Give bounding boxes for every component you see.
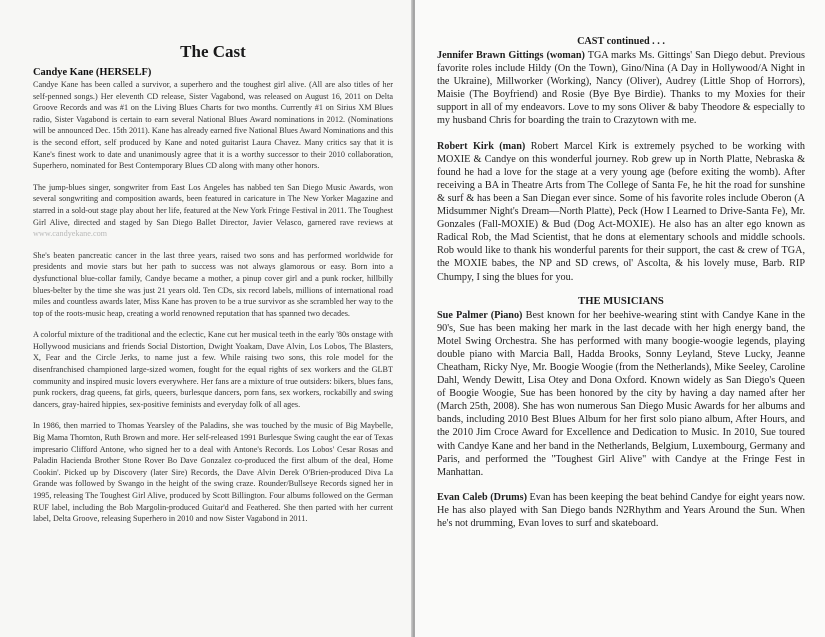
right-page bbox=[415, 0, 825, 637]
candye-kane-heading: Candye Kane (HERSELF) bbox=[33, 67, 152, 78]
musicians-section-title: THE MUSICIANS bbox=[578, 295, 664, 307]
paragraph-text: The jump-blues singer, songwriter from East Los Angeles has nabbed ten San Diego Music Awards, won several songwriting and composition awards, been featured in caricature in The New Yorker Magazine and starred in a sold-out stage play about her life, featured at the New York Fringe Festival in 2011. The Toughest Girl Alive, directed and staged by San Diego Ballet Director, Javier Velasco, garnered rave reviews at bbox=[33, 182, 393, 227]
bio-text: Robert Marcel Kirk is extremely psyched to be working with MOXIE & Candye on this wonderful journey. Rob grew up in North Platte, Nebraska & found he had a love for the stage at a very young age (before exiting the womb). After receiving a BA in Theatre Arts from The College of Santa Fe, he hit the road for sunshine & surf & has been a San Diegan ever since. Some of his favorite roles include Oberon (A Midsummer Night's Dream—North Platte), Peck (How I Learned to Drive-Santa Fe), Mr. Gonzales (Fall-MOXIE) & Bud (Dog Act-MOXIE). He also has an alter ego known as Radical Rob, the Mad Scientist, that he dons at elementary schools and middle schools. Rob would like to thank his wonderful parents for their support, the cast & crew of TGA, the MOXIE babes, the NP and SD crews, ol' Ascolta, & his lovely muse, Barb. RIP Chumpy, I sing the blues for you. bbox=[437, 140, 806, 283]
evan-caleb-bio bbox=[437, 491, 805, 530]
candye-kane-bio-paragraph bbox=[33, 66, 393, 172]
bio-text: Evan has been keeping the beat behind Candye for eight years now. He has also played with San Diego bands N2Rhythm and Years Around the Sun. When he's not drumming, Evan loves to surf and skateboard. bbox=[437, 491, 805, 529]
musician-name: Sue Palmer (Piano) bbox=[437, 309, 523, 321]
survivor-paragraph: She's beaten pancreatic cancer in the last three years, raised two sons and has performed worldwide for presidents and movie stars but her path to success was not always glamorous or easy. Born into a dysfunctional blue-collar family, Candye became a mother, a pinup cover girl and a punk rocker, hillbilly blues-belter by the time she was just 21 years old. Ten CDs, six record labels, millions of international road miles and countless awards later, Miss Kane has proven to be a true survivor as she scrambled her way to the top of the roots-music heap, creating a world renowned reputation that has spanned two decades. bbox=[33, 250, 393, 318]
paragraph-text: Candye Kane has been called a survivor, a superhero and the toughest girl alive. (All are also titles of her self-penned songs.) Her eleventh CD release, Sister Vagabond, was released on August 16, 2011 on Delta Groove Records and was #1 on the Living Blues Charts for two months. Currently #1 on Sirius XM Blues radio, Sister Vagabond is certain to earn several National Blues Award nominations in 2012. (Nominations will be announced Dec. 15th 2011). Kane has already earned five National Blues Award Nominations and this is the second effort, self produced by Kane and noted guitarist Laura Chavez. Many critics say that it is Kane's finest work to date and unanimously agree that it is a worthy successor to their 2010 collaboration, Superhero, nominated for Best Contemporary Blues CD along with many other honors. bbox=[33, 80, 393, 171]
bio-text: TGA marks Ms. Gittings' San Diego debut. Previous favorite roles include Hildy (On the Town), Gino/Nina (A Day in Hollywood/A Night in the Ukraine), Millworker (Working), Nancy (Oliver), Audrey (Little Shop of Horrors), Maisie (The Boyfriend) and Rosie (Bye Bye Birdie). Thanks to my Moxies for their support in all of my endeavors. Love to my sons Oliver & baby Theodore & especially to my husband Chris for boarding the train to Crazytown with me. bbox=[437, 50, 805, 127]
cast-member-name: Jennifer Brawn Gittings (woman) bbox=[437, 50, 585, 61]
cast-member-name: Robert Kirk (man) bbox=[437, 140, 526, 152]
sue-palmer-bio bbox=[437, 309, 805, 479]
jennifer-gittings-bio bbox=[437, 49, 805, 128]
awards-paragraph bbox=[33, 182, 393, 240]
website-link[interactable]: www.candyekane.com bbox=[33, 229, 108, 239]
cast-continued-title: CAST continued . . . bbox=[577, 36, 665, 47]
career-history-paragraph: In 1986, then married to Thomas Yearsley of the Paladins, she was touched by the music of Big Maybelle, Big Mama Thornton, Ruth Brown and more. Her self-released 1991 Burlesque Swing caught the ear of Texas impresario Clifford Antone, who signed her to a deal with Antone's Records. Los Lobos' Cesar Rosas and Paladin Hacienda Brother Stone Rover Bo Dave Gonzalez co-produced the first album of the deal, Home Cookin'. Picked up by Discovery (later Sire) Records, the Dave Alvin Derek O'Brien-produced Diva La Grande was followed by Swango in the height of the swing craze. Rounder/Bullseye Records signed her in 1995, releasing The Toughest Girl Alive, produced by Scott Billington. Four albums followed on the German RUF label, including the Bob Margolin-produced Guitar'd and Feathered. She then parted with her current label, Delta Groove, releasing Superhero in 2010 and now Sister Vagabond in 2011. bbox=[33, 421, 393, 524]
bio-text: Best known for her beehive-wearing stint with Candye Kane in the 90's, Sue has been making her mark in the last decade with her high energy band, the Motel Swing Orchestra. She has performed with many boogie-woogie legends, playing double piano with Marcia Ball, Hadda Brooks, Sonny Leyland, Steve Lucky, Jeanne Cheatham, Ricky Nye, Mr. Boogie Woogie (from the Netherlands), Mike Seeley, Caroline Dahl, Wendy Dewitt, Lisa Otey and Dona Oxford. Known widely as San Diego's Queen of Boogie Woogie, Sue has been honored by the city by having a day named after her (March 25th, 2008). She has won numerous San Diego Music Awards for her albums and bands, including 2010 Best Blues Album for her first solo piano album, After Hours, and the 2010 Jim Croce Award for Excellence and Dedication to Music. In 2010, Sue toured with Candye Kane and her band in the Netherlands, Belgium, Luxembourg, Germany and Paris, and performed the "Toughest Girl Alive" with Candye at the Fringe Fest in Manhattan. bbox=[437, 309, 805, 478]
musician-name: Evan Caleb (Drums) bbox=[437, 491, 527, 503]
musical-roots-paragraph: A colorful mixture of the traditional and the eclectic, Kane cut her musical teeth in the early '80s onstage with Hollywood musicians and friends Social Distortion, Dwight Yoakam, Dave Alvin, Los Lobos, The Blasters, X, Fear and the Circle Jerks, to name just a few. While raising two sons, this role model for the disenfranchised championed large-sized women, fought for the equal rights of sex workers and the GLBT community and inspired music lovers everywhere. Her fans are a mixture of true outsiders: bikers, blues fans, punk rockers, drag queens, fat girls, queers, burlesque dancers, porn fans, sex workers, rockabilly and swing dancers, gray-haired hippies, sex-positive feminists and everyday folk of all ages. bbox=[33, 330, 393, 409]
page-title: The Cast bbox=[180, 42, 246, 61]
robert-kirk-bio bbox=[437, 140, 805, 284]
